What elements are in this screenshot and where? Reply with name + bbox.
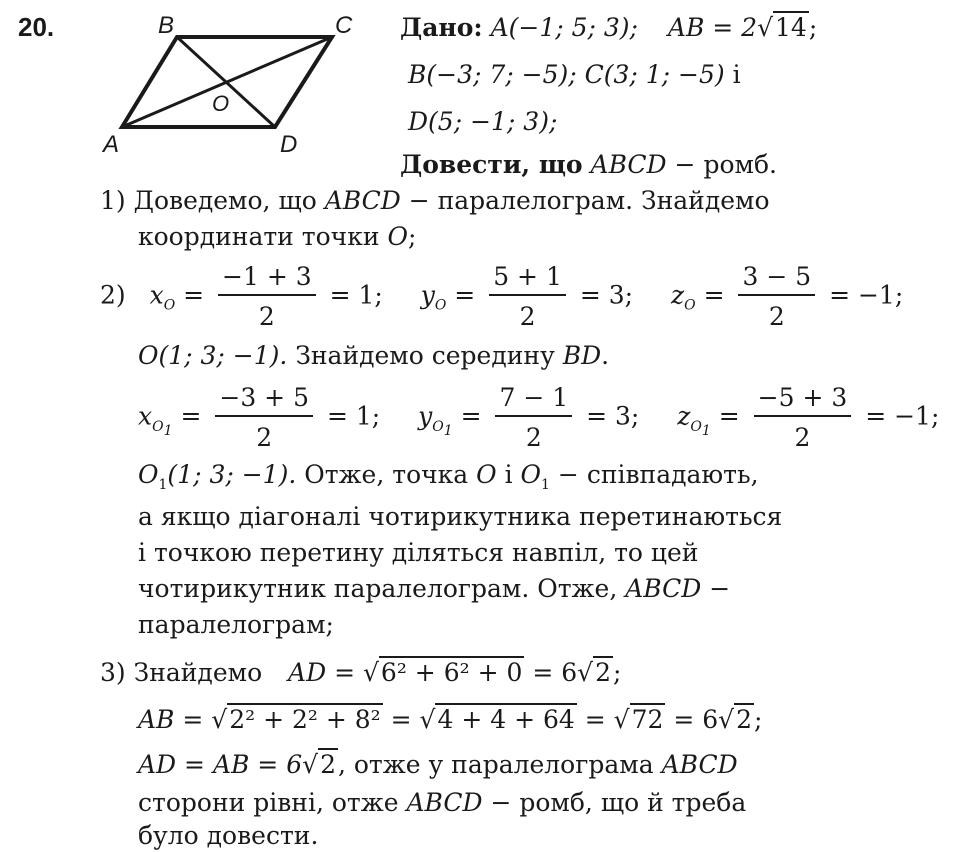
step1-line1-name: ABCD bbox=[324, 186, 401, 215]
step2-fractions-o: 2) $x_O$ = $\frac{-1 + 3}{2}$ = 1; $y_O$ = $\frac{5 + 1}{2}$ = 3; $z_O$ = $\frac{3 - 5}{2}$ = −1; bbox=[100, 262, 904, 331]
x-o1-fraction bbox=[215, 383, 313, 453]
step1-line-1 bbox=[100, 188, 770, 213]
conclusion-o: O bbox=[476, 460, 497, 489]
o1-coords: (1; 3; −1). bbox=[167, 460, 297, 489]
y-o-fraction bbox=[489, 262, 566, 332]
y-o-lhs: y bbox=[420, 280, 435, 310]
given-ab-radicand: 14 bbox=[775, 13, 807, 42]
step2-num: 2) bbox=[100, 280, 126, 310]
x-o-denominator: 2 bbox=[258, 302, 275, 331]
step1-line2-pt: O bbox=[387, 222, 408, 251]
z-o1-sub-o: O bbox=[690, 418, 702, 435]
eq-radicand: 2 bbox=[320, 750, 336, 779]
ad-result-radicand: 2 bbox=[595, 658, 611, 687]
x-o-result: = 1; bbox=[329, 280, 383, 310]
given-point-d: D(5; −1; 3); bbox=[408, 107, 558, 136]
find-midpoint-text: Знайдемо середину bbox=[295, 341, 555, 370]
parallelogram-diagram bbox=[95, 10, 375, 160]
y-o1-numerator: 7 − 1 bbox=[495, 383, 572, 417]
given-ab-suffix: ; bbox=[808, 13, 818, 42]
given-ab-prefix: AB = 2 bbox=[667, 13, 758, 42]
given-prefix: Дано: bbox=[400, 13, 483, 42]
z-o-lhs: z bbox=[670, 280, 685, 310]
conclusion-b: − співпадають, bbox=[557, 460, 759, 489]
text-line-2: і точкою перетину діляться навпіл, то цей bbox=[138, 538, 699, 567]
x-o-fraction bbox=[218, 262, 316, 332]
y-o1-sub bbox=[432, 418, 453, 439]
step3-ad-line: 3) Знайдемо AD = √6² + 6² + 0 = 6√2; bbox=[100, 658, 622, 687]
x-o1-sub-1: 1 bbox=[163, 422, 173, 439]
text-line-3-b: − bbox=[709, 574, 731, 603]
step1-line1-a: Доведемо, що bbox=[133, 186, 317, 215]
ab-result-radicand: 2 bbox=[736, 705, 753, 734]
z-o1-lhs: z bbox=[677, 401, 691, 431]
step3-find: Знайдемо bbox=[133, 658, 263, 687]
step1-line2-a: координати точки bbox=[138, 222, 380, 251]
prove-name: ABCD bbox=[590, 150, 667, 179]
z-o-numerator: 3 − 5 bbox=[738, 262, 815, 296]
step1-line2-b: ; bbox=[407, 222, 417, 251]
given-line-2 bbox=[408, 62, 741, 87]
x-o-numerator: −1 + 3 bbox=[218, 262, 316, 296]
ab-radicand-2: 4 + 4 + 64 bbox=[437, 705, 575, 734]
segment-bd: BD bbox=[562, 341, 602, 370]
ab-eq-1: = bbox=[390, 705, 412, 734]
ad-end: ; bbox=[612, 658, 622, 687]
prove-suffix: − ромб. bbox=[674, 150, 777, 179]
step3-num: 3) bbox=[100, 658, 126, 687]
center-o-label: O bbox=[212, 91, 230, 116]
problem-number: 20. bbox=[18, 12, 55, 42]
x-o-lhs: x bbox=[149, 280, 164, 310]
eq-text: отже у паралелограма bbox=[353, 750, 654, 779]
step3-last-line-1 bbox=[138, 790, 746, 815]
y-o1-fraction bbox=[495, 383, 572, 453]
y-o1-sub-1: 1 bbox=[443, 422, 453, 439]
z-o1-sub-1: 1 bbox=[701, 422, 711, 439]
vertex-b-label: B bbox=[158, 12, 175, 39]
prove-line bbox=[400, 152, 777, 177]
o1-sub: 1 bbox=[158, 477, 168, 493]
ab-eq-2: = bbox=[584, 705, 606, 734]
y-o-sub: O bbox=[434, 297, 447, 314]
step1-num: 1) bbox=[100, 186, 126, 215]
y-o-denominator: 2 bbox=[519, 302, 536, 331]
x-o1-numerator: −3 + 5 bbox=[215, 383, 313, 417]
y-o1-lhs: y bbox=[418, 401, 433, 431]
ab-lhs: AB = bbox=[138, 705, 204, 734]
z-o-result: = −1; bbox=[829, 280, 904, 310]
y-o1-denominator: 2 bbox=[525, 423, 542, 452]
ab-result: = 6 bbox=[673, 705, 719, 734]
step2-fractions-o1: $x_{O_1}$ = $\frac{-3 + 5}{2}$ = 1; $y_{O_1}$ = $\frac{7 - 1}{2}$ = 3; $z_{O_1}$ = $\frac{-5 + 3}{2}$ = −1; bbox=[138, 383, 940, 452]
last1-name: ABCD bbox=[406, 788, 483, 817]
x-o1-lhs: x bbox=[138, 401, 153, 431]
x-o1-sub-o: O bbox=[152, 418, 164, 435]
z-o1-result: = −1; bbox=[865, 401, 940, 431]
text-line-3-name: ABCD bbox=[625, 574, 702, 603]
eq-name: ABCD bbox=[661, 750, 738, 779]
x-o1-sub bbox=[152, 418, 173, 439]
step3-eq-line: AD = AB = 6√2, отже у паралелограма ABCD bbox=[138, 750, 738, 779]
conclusion-and: і bbox=[504, 460, 513, 489]
z-o-denominator: 2 bbox=[768, 302, 785, 331]
o1-conclusion-line bbox=[138, 462, 759, 492]
last1-b: − ромб, що й треба bbox=[490, 788, 747, 817]
step1-line1-b: − паралелограм. Знайдемо bbox=[408, 186, 770, 215]
text-line-1: а якщо діагоналі чотирикутника перетинаються bbox=[138, 502, 783, 531]
ad-lhs: AD = bbox=[288, 658, 356, 687]
given-conj: і bbox=[732, 60, 741, 89]
step3-ab-line: AB = √2² + 2² + 8² = √4 + 4 + 64 = √72 = 6√2; bbox=[138, 705, 763, 734]
z-o1-denominator: 2 bbox=[794, 423, 811, 452]
ab-radicand-3: 72 bbox=[631, 705, 664, 734]
text-line-3-a: чотирикутник паралелограм. Отже, bbox=[138, 574, 618, 603]
o-point: O(1; 3; −1). bbox=[138, 341, 288, 370]
ad-radicand: 6² + 6² + 0 bbox=[380, 658, 523, 687]
y-o-result: = 3; bbox=[579, 280, 634, 310]
z-o1-numerator: −5 + 3 bbox=[754, 383, 852, 417]
vertex-a-label: A bbox=[103, 131, 120, 158]
y-o1-sub-o: O bbox=[432, 418, 444, 435]
given-point-b: B(−3; 7; −5); bbox=[408, 60, 577, 89]
y-o1-result: = 3; bbox=[586, 401, 640, 431]
z-o1-fraction bbox=[754, 383, 852, 453]
given-point-c: C(3; 1; −5) bbox=[584, 60, 725, 89]
ab-end: ; bbox=[754, 705, 763, 734]
text-line-4: паралелограм; bbox=[138, 610, 334, 639]
x-o1-denominator: 2 bbox=[256, 423, 273, 452]
ab-radicand-1: 2² + 2² + 8² bbox=[229, 705, 381, 734]
conclusion-o1: O bbox=[520, 460, 542, 489]
step3-last-line-2: було довести. bbox=[138, 821, 319, 850]
vertex-c-label: C bbox=[335, 12, 353, 39]
ad-result: = 6 bbox=[532, 658, 578, 687]
o-point-line-dot: . bbox=[601, 341, 610, 370]
vertex-d-label: D bbox=[280, 131, 298, 158]
text-line-3 bbox=[138, 576, 730, 601]
o1-name: O bbox=[138, 460, 159, 489]
z-o1-sub bbox=[690, 418, 711, 439]
y-o-numerator: 5 + 1 bbox=[489, 262, 566, 296]
z-o-fraction bbox=[738, 262, 815, 332]
x-o1-result: = 1; bbox=[326, 401, 381, 431]
o-point-line bbox=[138, 343, 609, 368]
x-o-sub: O bbox=[163, 297, 176, 314]
given-line-1: Дано: A(−1; 5; 3); AB = 2√14; bbox=[400, 13, 818, 42]
given-point-a: A(−1; 5; 3); bbox=[490, 13, 638, 42]
eq-line: AD = AB = 6 bbox=[138, 750, 303, 779]
conclusion-a: Отже, точка bbox=[304, 460, 469, 489]
eq-comma: , bbox=[337, 750, 346, 779]
prove-prefix: Довести, що bbox=[400, 150, 583, 179]
step1-line-2 bbox=[138, 224, 416, 249]
last1-a: сторони рівні, отже bbox=[138, 788, 399, 817]
z-o-sub: O bbox=[684, 297, 696, 314]
conclusion-o1-sub: 1 bbox=[541, 477, 550, 493]
